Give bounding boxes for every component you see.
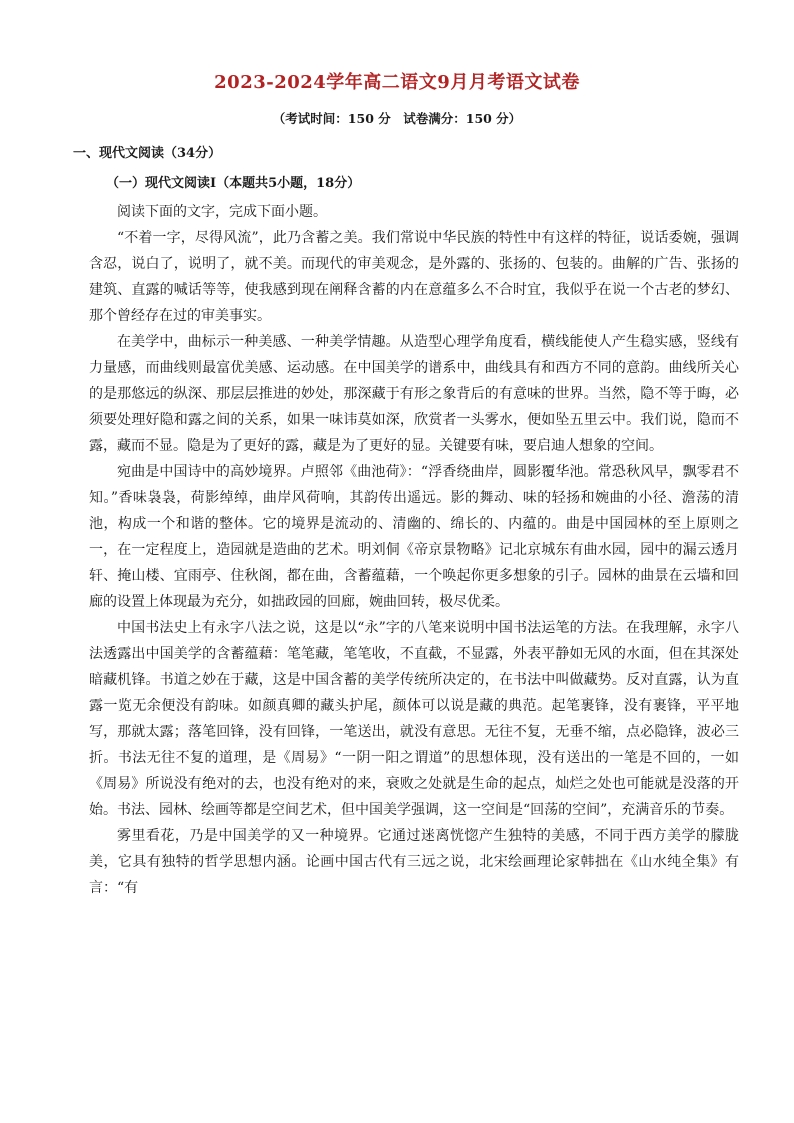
- passage-paragraph-4: 中国书法史上有永字八法之说，这是以“永”字的八笔来说明中国书法运笔的方法。在我理解，永字八法透露出中国美学的含蓄蕴藉：笔笔藏，笔笔收，不直截，不显露，外表平静如无风的水面，但在其深处暗藏机锋。书道之妙在于藏，这是中国含蓄的美学传统所决定的，在书法中叫做藏势。反对直露，认为直露一览无余便没有韵味。如颜真卿的藏头护尾，颜体可以说是藏的典范。起笔裹锋，没有裹锋，平平地写，那就太露；落笔回锋，没有回锋，一笔送出，就没有意思。无往不复，无垂不缩，点必隐锋，波必三折。书法无往不复的道理，是《周易》“一阴一阳之谓道”的思想体现，没有送出的一笔是不回的，一如《周易》所说没有绝对的去，也没有绝对的来，衰败之处就是生命的起点，灿烂之处也可能就是没落的开始。书法、园林、绘画等都是空间艺术，但中国美学强调，这一空间是“回荡的空间”，充满音乐的节奏。: [89, 620, 739, 818]
- passage-paragraph-2: 在美学中，曲标示一种美感、一种美学情趣。从造型心理学角度看，横线能使人产生稳实感，竖线有力量感，而曲线则最富优美感、运动感。在中国美学的谱系中，曲线具有和西方不同的意韵。曲线所关心的是那悠远的纵深、那层层推进的妙处，那深藏于有形之象背后的有意味的世界。当然，隐不等于晦，必须要处理好隐和露之间的关系，如果一味讳莫如深，欣赏者一头雾水，便如坠五里云中。我们说，隐而不露，藏而不显。隐是为了更好的露，藏是为了更好的显。关键要有味，要启迪人想象的空间。: [89, 334, 739, 454]
- reading-passage: [89, 199, 739, 901]
- subsection-heading: （一）现代文阅读Ⅰ（本题共5小题，18分）: [106, 176, 361, 191]
- exam-subtitle: （考试时间：150 分 试卷满分：150 分）: [272, 111, 522, 126]
- passage-paragraph-5: 雾里看花，乃是中国美学的又一种境界。它通过迷离恍惚产生独特的美感，不同于西方美学的朦胧美，它具有独特的哲学思想内涵。论画中国古代有三远之说，北宋绘画理论家韩拙在《山水纯全集》有言：“有: [89, 828, 739, 896]
- passage-paragraph-3: 宛曲是中国诗中的高妙境界。卢照邻《曲池荷》：“浮香绕曲岸，圆影覆华池。常恐秋风早，飘零君不知。”香味袅袅，荷影绰绰，曲岸风荷响，其韵传出遥远。影的舞动、味的轻扬和婉曲的小径、澹荡的清池，构成一个和谐的整体。它的境界是流动的、清幽的、绵长的、内蕴的。曲是中国园林的至上原则之一，在一定程度上，造园就是造曲的艺术。明刘侗《帝京景物略》记北京城东有曲水园，园中的漏云透月轩、掩山楼、宜雨亭、住秋阁，都在曲，含蓄蕴藉，一个唤起你更多想象的引子。园林的曲景在云墙和回廊的设置上体现最为充分，如拙政园的回廊，婉曲回转，极尽优柔。: [89, 464, 739, 610]
- instruction-paragraph: 阅读下面的文字，完成下面小题。: [117, 204, 327, 220]
- exam-title: 2023-2024学年高二语文9月月考语文试卷: [214, 72, 580, 93]
- passage-paragraph-1: “不着一字，尽得风流”，此乃含蓄之美。我们常说中华民族的特性中有这样的特征，说话委婉，强调含忍，说白了，说明了，就不美。而现代的审美观念，是外露的、张扬的、包装的。曲解的广告、张扬的建筑、直露的喊话等等，使我感到现在阐释含蓄的内在意蕴多么不合时宜，我似乎在说一个古老的梦幻、那个曾经存在过的审美事实。: [89, 230, 739, 324]
- section-heading: 一、现代文阅读（34分）: [73, 146, 222, 161]
